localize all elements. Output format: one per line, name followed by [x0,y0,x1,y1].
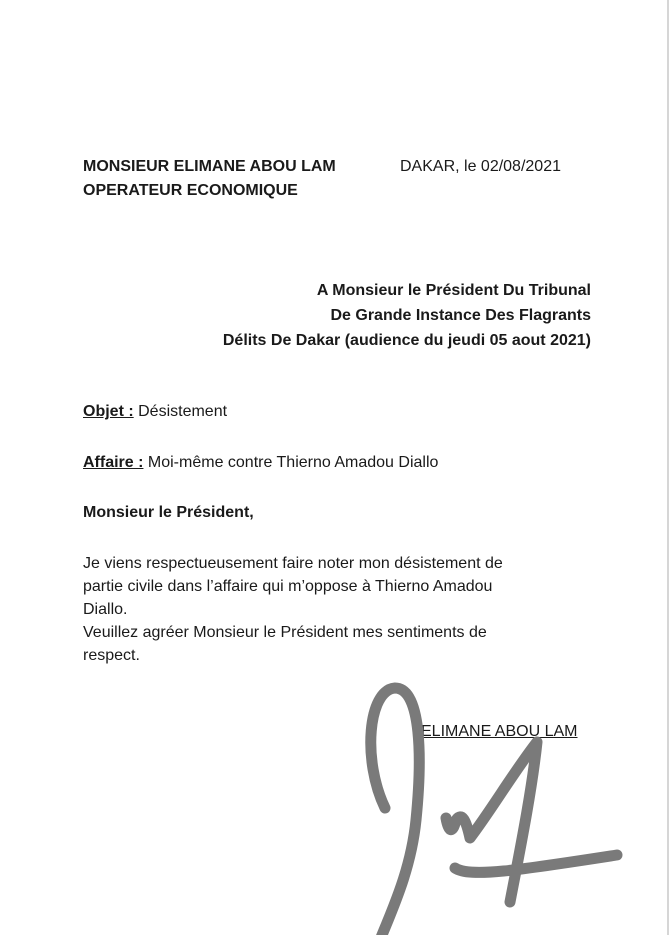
sender-name: MONSIEUR ELIMANE ABOU LAM [83,158,336,175]
objet-value: Désistement [133,403,228,420]
recipient-line: De Grande Instance Des Flagrants [330,307,591,324]
signature-name: ELIMANE ABOU LAM [421,723,578,740]
affaire-label: Affaire : [83,454,144,471]
place-date: DAKAR, le 02/08/2021 [400,158,561,175]
sender-title: OPERATEUR ECONOMIQUE [83,182,298,199]
recipient-line: A Monsieur le Président Du Tribunal [316,282,591,299]
objet-label: Objet : [83,403,134,420]
body-line: respect. [83,647,140,664]
body-line: Je viens respectueusement faire noter mon désistement de [83,555,503,572]
body-line: partie civile dans l’affaire qui m’oppose à Thierno Amadou [83,578,493,595]
signature-stroke [371,688,419,935]
recipient-line: Délits De Dakar (audience du jeudi 05 aout 2021) [222,332,591,349]
body-line: Veuillez agréer Monsieur le Président mes sentiments de [83,624,487,641]
signature-stroke [455,855,617,872]
affaire-value: Moi-même contre Thierno Amadou Diallo [143,454,439,471]
salutation: Monsieur le Président, [83,504,254,521]
body-line: Diallo. [83,601,128,618]
signature-stroke [446,742,537,902]
